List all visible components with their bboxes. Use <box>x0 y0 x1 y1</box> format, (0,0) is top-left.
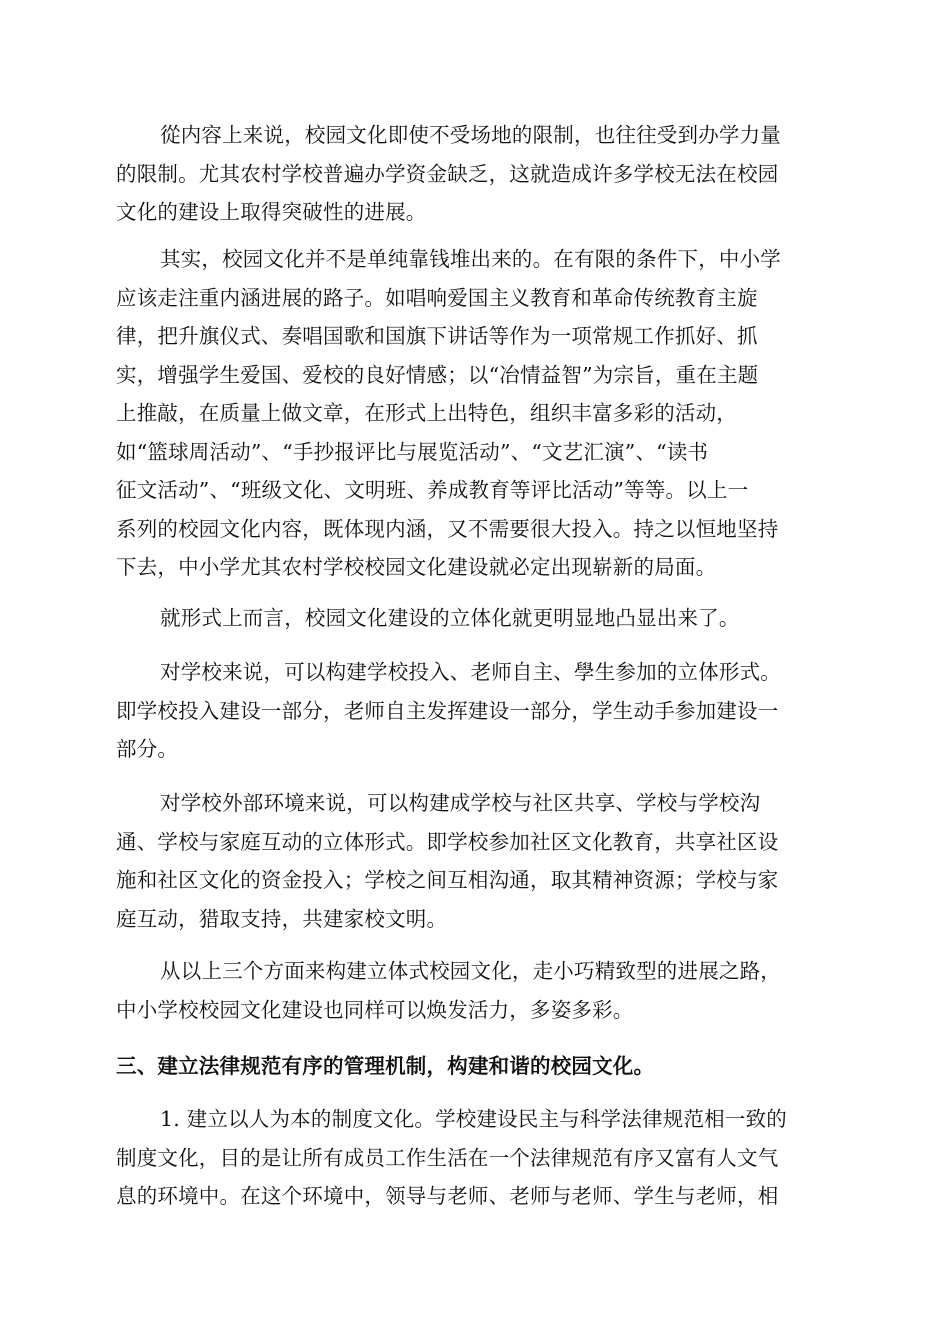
paragraph-line: 上推敲，在质量上做文章，在形式上出特色，组织丰富多彩的活动， <box>116 401 737 425</box>
paragraph-3 <box>116 599 834 638</box>
paragraph-line: 如“篮球周活动”、“手抄报评比与展览活动”、“文艺汇演”、“读书 <box>116 439 709 464</box>
paragraph-line: 文化的建设上取得突破性的进展。 <box>116 200 427 224</box>
paragraph-line: 從内容上来说，校园文化即使不受场地的限制，也往往受到办学力量 <box>160 123 781 147</box>
paragraph-line: 的限制。尤其农村学校普遍办学资金缺乏，这就造成许多学校无法在校园 <box>116 161 779 186</box>
paragraph-line: 对学校来说，可以构建学校投入、老师自主、學生参加的立体形式。 <box>160 660 781 684</box>
paragraph-line: 施和社区文化的资金投入；学校之间互相沟通，取其精神资源；学校与家 <box>116 868 779 892</box>
paragraph-line: 其实，校园文化并不是单纯靠钱堆出来的。在有限的条件下，中小学 <box>160 247 781 271</box>
paragraph-line: 即学校投入建设一部分，老师自主发挥建设一部分，学生动手参加建设一 <box>116 698 779 723</box>
paragraph-1 <box>116 116 834 232</box>
paragraph-line: 通、学校与家庭互动的立体形式。即学校参加社区文化教育，共享社区设 <box>116 829 779 854</box>
paragraph-2 <box>116 240 834 587</box>
paragraph-line: 息的环境中。在这个环境中，领导与老师、老师与老师、学生与老师，相 <box>116 1184 779 1208</box>
section-heading <box>116 1047 834 1086</box>
paragraph-line: 系列的校园文化内容，既体现内涵，又不需要很大投入。持之以恒地坚持 <box>116 516 779 541</box>
paragraph-line: 应该走注重内涵进展的路子。如唱响爱国主义教育和革命传统教育主旋 <box>116 285 758 310</box>
paragraph-line: 就形式上而言，校园文化建设的立体化就更明显地凸显出来了。 <box>160 606 740 630</box>
paragraph-line: 实，增强学生爱国、爱校的良好情感；以“冶情益智”为宗旨，重在主题 <box>116 362 759 387</box>
paragraph-line: 下去，中小学尤其农村学校校园文化建设就必定出现崭新的局面。 <box>116 555 717 579</box>
paragraph-line: 1. 建立以人为本的制度文化。学校建设民主与科学法律规范相一致的 <box>160 1107 787 1131</box>
paragraph-line: 对学校外部环境来说，可以构建成学校与社区共享、学校与学校沟 <box>160 791 761 815</box>
section-heading-text: 三、建立法律规范有序的管理机制，构建和谐的校园文化。 <box>116 1054 655 1078</box>
paragraph-line: 律，把升旗仪式、奏唱国歌和国旗下讲话等作为一项常规工作抓好、抓 <box>116 324 758 348</box>
paragraph-5 <box>116 784 834 938</box>
paragraph-7 <box>116 1100 834 1216</box>
paragraph-line: 征文活动”、“班级文化、文明班、养成教育等评比活动”等等。以上一 <box>116 478 749 502</box>
paragraph-line: 庭互动，猎取支持，共建家校文明。 <box>116 906 448 931</box>
paragraph-line: 中小学校校园文化建设也同样可以焕发活力，多姿多彩。 <box>116 997 634 1022</box>
paragraph-6 <box>116 952 834 1029</box>
paragraph-line: 从以上三个方面来构建立体式校园文化，走小巧精致型的进展之路， <box>160 959 781 983</box>
paragraph-4 <box>116 653 834 769</box>
paragraph-line: 制度文化，目的是让所有成员工作生活在一个法律规范有序又富有人文气 <box>116 1145 779 1170</box>
paragraph-line: 部分。 <box>116 737 179 761</box>
